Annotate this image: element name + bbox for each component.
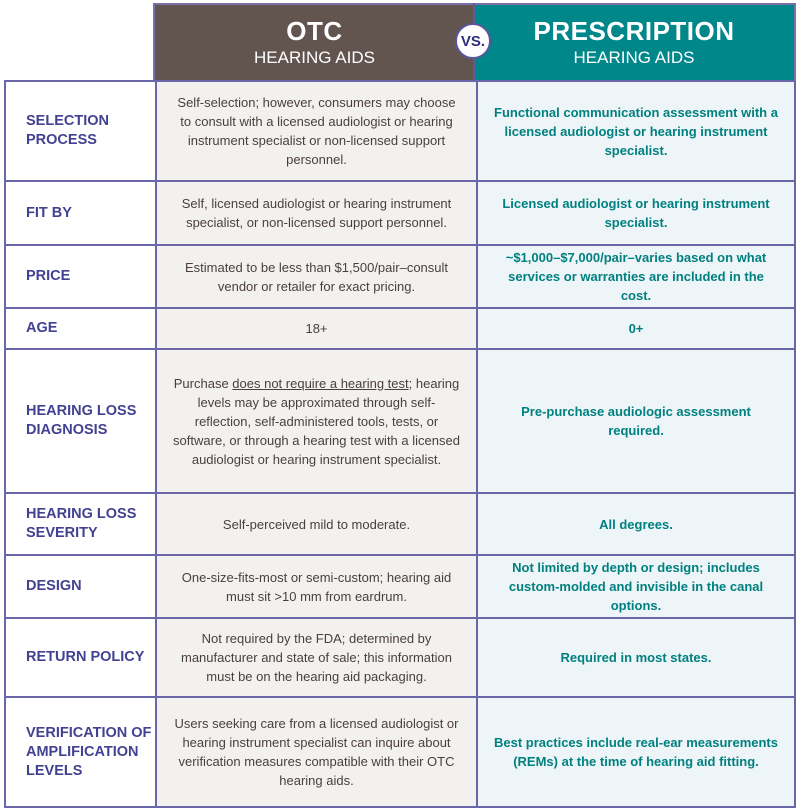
- row-label: PRICE: [6, 246, 155, 307]
- otc-cell: [155, 350, 476, 492]
- diagnosis-prefix: Purchase: [173, 375, 233, 391]
- table-row-fit-by: [6, 180, 794, 244]
- otc-column-header: [153, 3, 474, 80]
- prescription-cell: Best practices include real-ear measurements (REMs) at the time of hearing aid fitting.: [476, 698, 794, 806]
- table-row-price: [6, 244, 794, 307]
- vs-badge: VS.: [455, 23, 491, 59]
- prescription-cell: All degrees.: [476, 494, 794, 554]
- otc-cell: Estimated to be less than $1,500/pair–consult vendor or retailer for exact pricing.: [155, 246, 476, 307]
- diagnosis-suffix: ; hearing levels may be approximated through self-reflection, self-administered tools, tests, or software, or through a hearing test with a licensed audiologist or hearing instrument specialist.: [173, 375, 460, 467]
- otc-cell: 18+: [155, 309, 476, 348]
- row-label: SELECTION PROCESS: [6, 82, 155, 180]
- otc-cell: Not required by the FDA; determined by manufacturer and state of sale; this information must be on the hearing aid packaging.: [155, 619, 476, 696]
- otc-subtitle: HEARING AIDS: [254, 47, 375, 67]
- table-row-hearing-loss-severity: [6, 492, 794, 554]
- row-label: VERIFICATION OF AMPLIFICATION LEVELS: [6, 698, 155, 806]
- row-label: FIT BY: [6, 182, 155, 244]
- otc-cell: Self-selection; however, consumers may choose to consult with a licensed audiologist or hearing instrument specialist or non-licensed support personnel.: [155, 82, 476, 180]
- diagnosis-underlined-emphasis: does not require a hearing test: [232, 375, 409, 391]
- table-row-selection-process: [6, 82, 794, 180]
- table-row-verification: [6, 696, 794, 806]
- row-label: HEARING LOSS SEVERITY: [6, 494, 155, 554]
- prescription-cell: Functional communication assessment with a licensed audiologist or hearing instrument specialist.: [476, 82, 794, 180]
- comparison-table: [4, 80, 796, 808]
- prescription-cell: Not limited by depth or design; includes custom-molded and invisible in the canal options.: [476, 556, 794, 617]
- otc-cell: Users seeking care from a licensed audiologist or hearing instrument specialist can inquire about verification measures compatible with their OTC hearing aids.: [155, 698, 476, 806]
- row-label: RETURN POLICY: [6, 619, 155, 696]
- table-row-design: [6, 554, 794, 617]
- prescription-title: PRESCRIPTION: [533, 15, 735, 46]
- prescription-cell: Pre-purchase audiologic assessment required.: [476, 350, 794, 492]
- otc-cell: Self, licensed audiologist or hearing instrument specialist, or non-licensed support personnel.: [155, 182, 476, 244]
- prescription-cell: ~$1,000–$7,000/pair–varies based on what services or warranties are included in the cost.: [476, 246, 794, 307]
- prescription-cell: Licensed audiologist or hearing instrument specialist.: [476, 182, 794, 244]
- table-row-age: [6, 307, 794, 348]
- prescription-subtitle: HEARING AIDS: [573, 47, 695, 67]
- table-row-return-policy: [6, 617, 794, 696]
- prescription-column-header: [474, 3, 796, 80]
- otc-cell: One-size-fits-most or semi-custom; hearing aid must sit >10 mm from eardrum.: [155, 556, 476, 617]
- otc-cell: Self-perceived mild to moderate.: [155, 494, 476, 554]
- prescription-cell: Required in most states.: [476, 619, 794, 696]
- otc-title: OTC: [286, 15, 343, 46]
- table-row-hearing-loss-diagnosis: [6, 348, 794, 492]
- row-label: HEARING LOSS DIAGNOSIS: [6, 350, 155, 492]
- row-label: DESIGN: [6, 556, 155, 617]
- otc-cell-text: [171, 374, 462, 469]
- row-label: AGE: [6, 309, 155, 348]
- prescription-cell: 0+: [476, 309, 794, 348]
